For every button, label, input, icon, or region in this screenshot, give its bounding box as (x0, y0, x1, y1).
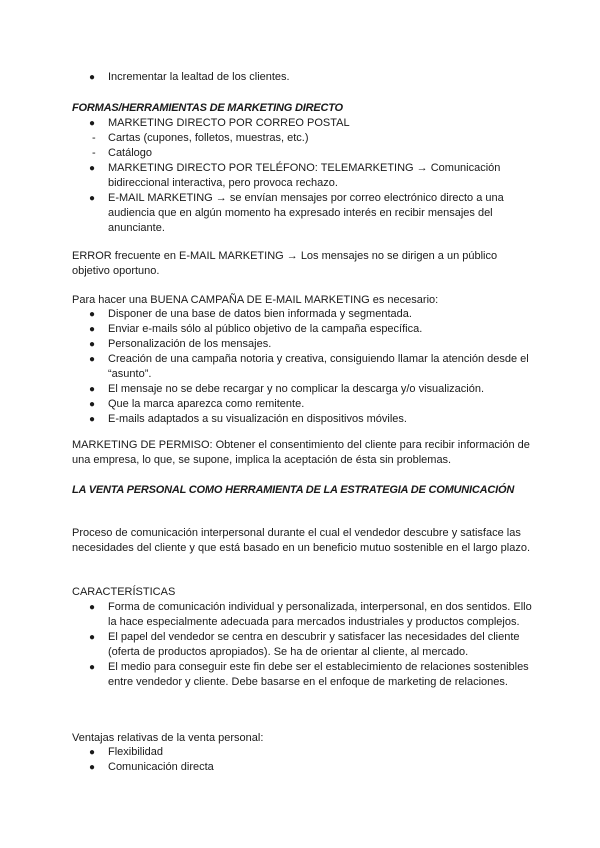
list-item-text: MARKETING DIRECTO POR CORREO POSTAL (108, 117, 350, 129)
bullet-icon: ● (89, 414, 96, 425)
bullet-icon: ● (89, 72, 96, 83)
section-heading-direct-marketing (72, 101, 532, 116)
bullet-icon: ● (89, 118, 96, 129)
direct-marketing-list (72, 116, 532, 236)
bullet-icon: ● (89, 762, 96, 773)
list-item-text: Forma de comunicación individual y personalizada, interpersonal, en dos sentidos. Ello la hace especialmente adecuada para mercados industriales y productos complejos. (108, 601, 532, 628)
list-item (72, 161, 532, 191)
bullet-icon: ● (89, 662, 96, 673)
list-item-text: Personalización de los mensajes. (108, 338, 272, 350)
list-item-text: Catálogo (108, 147, 153, 159)
list-item-text: Flexibilidad (108, 746, 164, 758)
campaign-intro: Para hacer una BUENA CAMPAÑA DE E-MAIL MARKETING es necesario: (72, 294, 439, 306)
list-item (72, 307, 532, 322)
bullet-icon: ● (89, 354, 96, 365)
list-item (72, 600, 532, 630)
list-item (72, 337, 532, 352)
list-item-text: Disponer de una base de datos bien informada y segmentada. (108, 308, 412, 320)
characteristics-label: CARACTERÍSTICAS (72, 586, 176, 598)
list-item (72, 630, 532, 660)
bullet-icon: ● (89, 339, 96, 350)
list-item-text: El mensaje no se debe recargar y no complicar la descarga y/o visualización. (108, 383, 485, 395)
list-item-text: MARKETING DIRECTO POR TELÉFONO: TELEMARKETING → Comunicación bidireccional interactiva, pero provoca rechazo. (108, 162, 501, 189)
list-item-text: Incrementar la lealtad de los clientes. (108, 71, 290, 83)
characteristics-label-block (72, 585, 532, 600)
list-item (72, 131, 532, 146)
permission-paragraph-block (72, 438, 532, 468)
bullet-icon: ● (89, 309, 96, 320)
bullet-icon: ● (89, 399, 96, 410)
list-item (72, 745, 532, 760)
list-item (72, 382, 532, 397)
advantages-label-block (72, 731, 532, 746)
section-heading: LA VENTA PERSONAL COMO HERRAMIENTA DE LA ESTRATEGIA DE COMUNICACIÓN (72, 484, 515, 496)
bullet-icon: ● (89, 193, 96, 204)
bullet-icon: ● (89, 632, 96, 643)
list-item-text: Enviar e-mails sólo al público objetivo de la campaña específica. (108, 323, 423, 335)
list-item (72, 760, 532, 775)
campaign-intro-block (72, 293, 532, 308)
list-item (72, 412, 532, 427)
list-item-text: E-mails adaptados a su visualización en dispositivos móviles. (108, 413, 407, 425)
campaign-requirements-list (72, 307, 532, 427)
bullet-icon: ● (89, 602, 96, 613)
dash-marker: - (92, 132, 96, 144)
list-item (72, 322, 532, 337)
list-item (72, 352, 532, 382)
advantages-list (72, 745, 532, 775)
list-item-text: E-MAIL MARKETING → se envían mensajes por correo electrónico directo a una audiencia que en algún momento ha expresado interés en recibir mensajes del anunciante. (108, 192, 504, 234)
characteristics-list (72, 600, 532, 690)
section-heading-personal-selling (72, 483, 532, 498)
permission-paragraph: MARKETING DE PERMISO: Obtener el consentimiento del cliente para recibir información de una empresa, lo que, se supone, implica la aceptación de ésta sin problemas. (72, 439, 530, 466)
bullet-icon: ● (89, 384, 96, 395)
list-item-text: Cartas (cupones, folletos, muestras, etc.) (108, 132, 309, 144)
bullet-icon: ● (89, 324, 96, 335)
bullet-icon: ● (89, 747, 96, 758)
top-bullet-list (72, 70, 532, 85)
section-heading: FORMAS/HERRAMIENTAS DE MARKETING DIRECTO (72, 102, 343, 114)
personal-selling-paragraph-block (72, 526, 532, 556)
list-item (72, 660, 532, 690)
list-item-text: El medio para conseguir este fin debe ser el establecimiento de relaciones sostenibles entre vendedor y cliente. Debe basarse en el enfoque de marketing de relaciones. (108, 661, 529, 688)
error-paragraph: ERROR frecuente en E-MAIL MARKETING → Los mensajes no se dirigen a un público objetivo oportuno. (72, 250, 498, 277)
personal-selling-paragraph: Proceso de comunicación interpersonal durante el cual el vendedor descubre y satisface las necesidades del cliente y que está basado en un beneficio mutuo sostenible en el largo plazo. (72, 527, 531, 554)
advantages-label: Ventajas relativas de la venta personal: (72, 732, 264, 744)
list-item (72, 116, 532, 131)
list-item-text: Creación de una campaña notoria y creativa, consiguiendo llamar la atención desde el “asunto”. (108, 353, 529, 380)
dash-marker: - (92, 147, 96, 159)
error-paragraph-block (72, 249, 532, 279)
list-item (72, 146, 532, 161)
list-item (72, 70, 532, 85)
list-item-text: El papel del vendedor se centra en descubrir y satisfacer las necesidades del cliente (oferta de productos apropiados). Se ha de orientar al cliente, al mercado. (108, 631, 520, 658)
list-item-text: Comunicación directa (108, 761, 214, 773)
list-item (72, 397, 532, 412)
list-item (72, 191, 532, 236)
list-item-text: Que la marca aparezca como remitente. (108, 398, 305, 410)
bullet-icon: ● (89, 163, 96, 174)
